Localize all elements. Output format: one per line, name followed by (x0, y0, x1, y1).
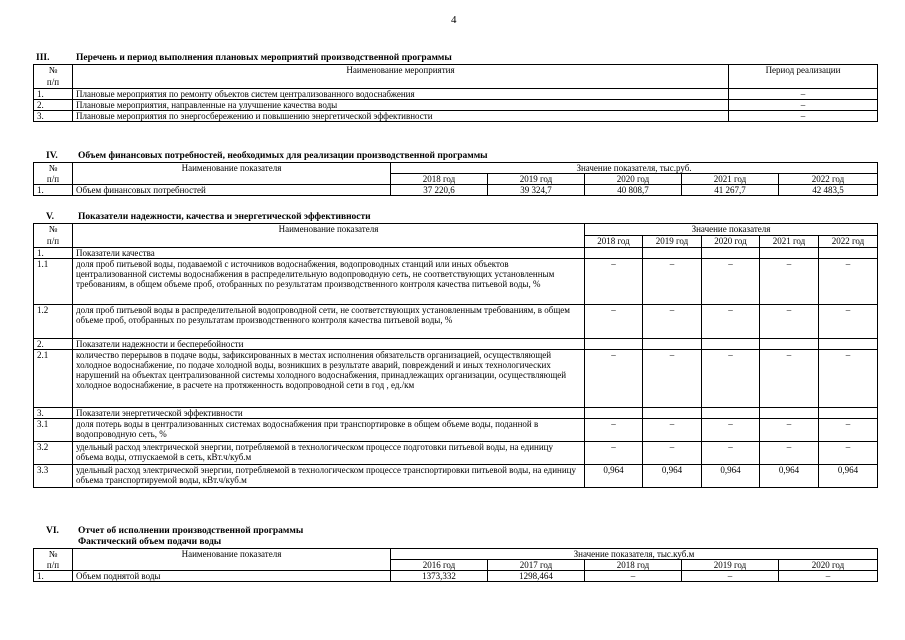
row-name: доля проб питьевой воды, подаваемой с источников водоснабжения, водопроводных станций или иных объектов централизованной системы водоснабжения в распределительную водопроводную сеть, не соответствующих установленным требованиям, в общем объеме проб, отобранных по результатам производственного контроля качества питьевой воды, % (73, 259, 585, 305)
value-cell: 40 808,7 (585, 185, 682, 196)
value-cell: – (819, 259, 878, 305)
row-number: 3.2 (34, 442, 73, 465)
row-name: удельный расход электрической энергии, потребляемой в технологическом процессе подготовки питьевой воды, на единицу объема воды, отпускаемой в сеть, кВт.ч/куб.м (73, 442, 585, 465)
table-row (34, 305, 878, 339)
row-period: – (729, 89, 878, 100)
row-period: – (729, 111, 878, 122)
value-cell: – (702, 350, 760, 408)
row-number: 1. (34, 248, 73, 259)
value-cell: 39 324,7 (488, 185, 585, 196)
table-row (34, 350, 878, 408)
value-cell: – (702, 259, 760, 305)
row-name: доля проб питьевой воды в распределительной водопроводной сети, не соответствующих установленным требованиям, в общем объеме проб, отобранных по результатам производственного контроля качества питьевой воды, % (73, 305, 585, 339)
value-cell: – (585, 419, 643, 442)
table-row (34, 89, 878, 100)
row-number: 2. (34, 100, 73, 111)
value-cell: – (585, 571, 682, 582)
table-row (34, 185, 878, 196)
col-no-header-b: п/п (34, 236, 73, 248)
section6-heading (46, 526, 303, 537)
year-header: 2018 год (391, 174, 488, 185)
section6-subtitle: Фактический объем подачи воды (78, 537, 222, 547)
section6-title: Отчет об исполнении производственной программы (78, 526, 304, 536)
col-name-header: Наименование показателя (73, 224, 585, 248)
table-row (34, 259, 878, 305)
value-cell: – (760, 259, 819, 305)
section3-number: III. (36, 53, 50, 63)
value-cell: – (702, 305, 760, 339)
year-header: 2021 год (760, 236, 819, 248)
year-header: 2017 год (488, 560, 585, 571)
table-row (34, 111, 878, 122)
row-number: 1. (34, 89, 73, 100)
section5-title: Показатели надежности, качества и энергетической эффективности (78, 212, 371, 222)
section5-heading (46, 212, 371, 223)
year-header: 2022 год (779, 174, 878, 185)
col-no-header-b: п/п (34, 174, 73, 185)
row-name: Объем финансовых потребностей (73, 185, 391, 196)
col-no-header: № (34, 549, 73, 560)
row-name: Плановые мероприятия, направленные на улучшение качества воды (73, 100, 729, 111)
col-value-header: Значение показателя, тыс.руб. (391, 163, 878, 174)
row-name: Показатели энергетической эффективности (73, 408, 585, 419)
section4-heading (46, 151, 488, 162)
value-cell: 0,964 (702, 465, 760, 488)
value-cell: – (819, 419, 878, 442)
value-cell: – (643, 419, 702, 442)
value-cell: – (643, 305, 702, 339)
col-no-header: № (34, 224, 73, 236)
value-cell: – (760, 305, 819, 339)
row-number: 1. (34, 185, 73, 196)
value-cell: – (702, 442, 760, 465)
row-number: 3.1 (34, 419, 73, 442)
value-cell: – (643, 442, 702, 465)
row-number: 3.3 (34, 465, 73, 488)
row-number: 2. (34, 339, 73, 350)
row-number: 3. (34, 408, 73, 419)
year-header: 2016 год (391, 560, 488, 571)
year-header: 2021 год (682, 174, 779, 185)
year-header: 2018 год (585, 236, 643, 248)
row-name: доля потерь воды в централизованных системах водоснабжения при транспортировке в общем объеме воды, поданной в водопроводную сеть, % (73, 419, 585, 442)
col-period-header: Период реализации (729, 65, 878, 89)
row-name: удельный расход электрической энергии, потребляемой в технологическом процессе транспортировки питьевой воды, на единицу объема транспортируемой воды, кВт.ч/куб.м (73, 465, 585, 488)
value-cell: – (760, 442, 819, 465)
row-name: Показатели качества (73, 248, 585, 259)
value-cell: – (819, 305, 878, 339)
group-row (34, 248, 878, 259)
section3-header-row (34, 65, 878, 77)
row-number: 1.2 (34, 305, 73, 339)
value-cell: 0,964 (643, 465, 702, 488)
value-cell: 0,964 (585, 465, 643, 488)
value-cell: 37 220,6 (391, 185, 488, 196)
col-value-header: Значение показателя, тыс.куб.м (391, 549, 878, 560)
value-cell: 1373,332 (391, 571, 488, 582)
table-row (34, 571, 878, 582)
row-number: 2.1 (34, 350, 73, 408)
section4-title: Объем финансовых потребностей, необходимых для реализации производственной программы (78, 151, 488, 161)
section6-table (33, 548, 878, 582)
year-header: 2020 год (585, 174, 682, 185)
section6-number: VI. (46, 526, 59, 536)
group-row (34, 408, 878, 419)
year-header: 2019 год (488, 174, 585, 185)
row-name: количество перерывов в подаче воды, зафиксированных в местах исполнения обязательств организацией, осуществляющей холодное водоснабжение, по подаче холодной воды, возникших в результате аварий, повреждений и иных технологических нарушений на объектах централизованной системы холодного водоснабжения, принадлежащих организации, осуществляющей холодное водоснабжение, в расчете на протяженность водопроводной сети в год , ед./км (73, 350, 585, 408)
section3-title: Перечень и период выполнения плановых мероприятий производственной программы (76, 53, 452, 63)
value-cell: – (585, 442, 643, 465)
table-row (34, 100, 878, 111)
value-cell: – (585, 350, 643, 408)
value-cell: – (643, 259, 702, 305)
page-number: 4 (451, 14, 457, 26)
year-header: 2019 год (643, 236, 702, 248)
col-no-header-b: п/п (34, 77, 73, 89)
row-number: 3. (34, 111, 73, 122)
value-cell: – (643, 350, 702, 408)
row-name: Показатели надежности и бесперебойности (73, 339, 585, 350)
value-cell: – (585, 305, 643, 339)
section3-heading (36, 53, 452, 64)
col-name-header: Наименование показателя (73, 549, 391, 560)
value-cell: – (760, 350, 819, 408)
col-name-header: Наименование показателя (73, 163, 391, 174)
table-row (34, 419, 878, 442)
row-name: Объем поднятой воды (73, 571, 391, 582)
col-no-header: № (34, 163, 73, 174)
row-number: 1.1 (34, 259, 73, 305)
row-name: Плановые мероприятия по ремонту объектов систем централизованного водоснабжения (73, 89, 729, 100)
year-header: 2019 год (682, 560, 779, 571)
group-row (34, 339, 878, 350)
year-header: 2018 год (585, 560, 682, 571)
section5-table (33, 223, 878, 488)
year-header: 2020 год (702, 236, 760, 248)
value-cell: 0,964 (760, 465, 819, 488)
value-cell: – (779, 571, 878, 582)
col-no-header: № (34, 65, 73, 77)
col-value-header: Значение показателя (585, 224, 878, 236)
value-cell: – (585, 259, 643, 305)
value-cell: 42 483,5 (779, 185, 878, 196)
value-cell: – (819, 442, 878, 465)
value-cell: – (682, 571, 779, 582)
value-cell: 0,964 (819, 465, 878, 488)
value-cell: 41 267,7 (682, 185, 779, 196)
value-cell: – (702, 419, 760, 442)
col-no-header-b: п/п (34, 560, 73, 571)
col-name-header: Наименование мероприятия (73, 65, 729, 89)
row-name: Плановые мероприятия по энергосбережению и повышению энергетической эффективности (73, 111, 729, 122)
table-row (34, 465, 878, 488)
value-cell: – (819, 350, 878, 408)
row-period: – (729, 100, 878, 111)
value-cell: – (760, 419, 819, 442)
year-header: 2022 год (819, 236, 878, 248)
value-cell: 1298,464 (488, 571, 585, 582)
section5-number: V. (46, 212, 55, 222)
section3-table (33, 64, 878, 122)
row-number: 1. (34, 571, 73, 582)
section4-table (33, 162, 878, 196)
table-row (34, 442, 878, 465)
year-header: 2020 год (779, 560, 878, 571)
section4-number: IV. (46, 151, 58, 161)
